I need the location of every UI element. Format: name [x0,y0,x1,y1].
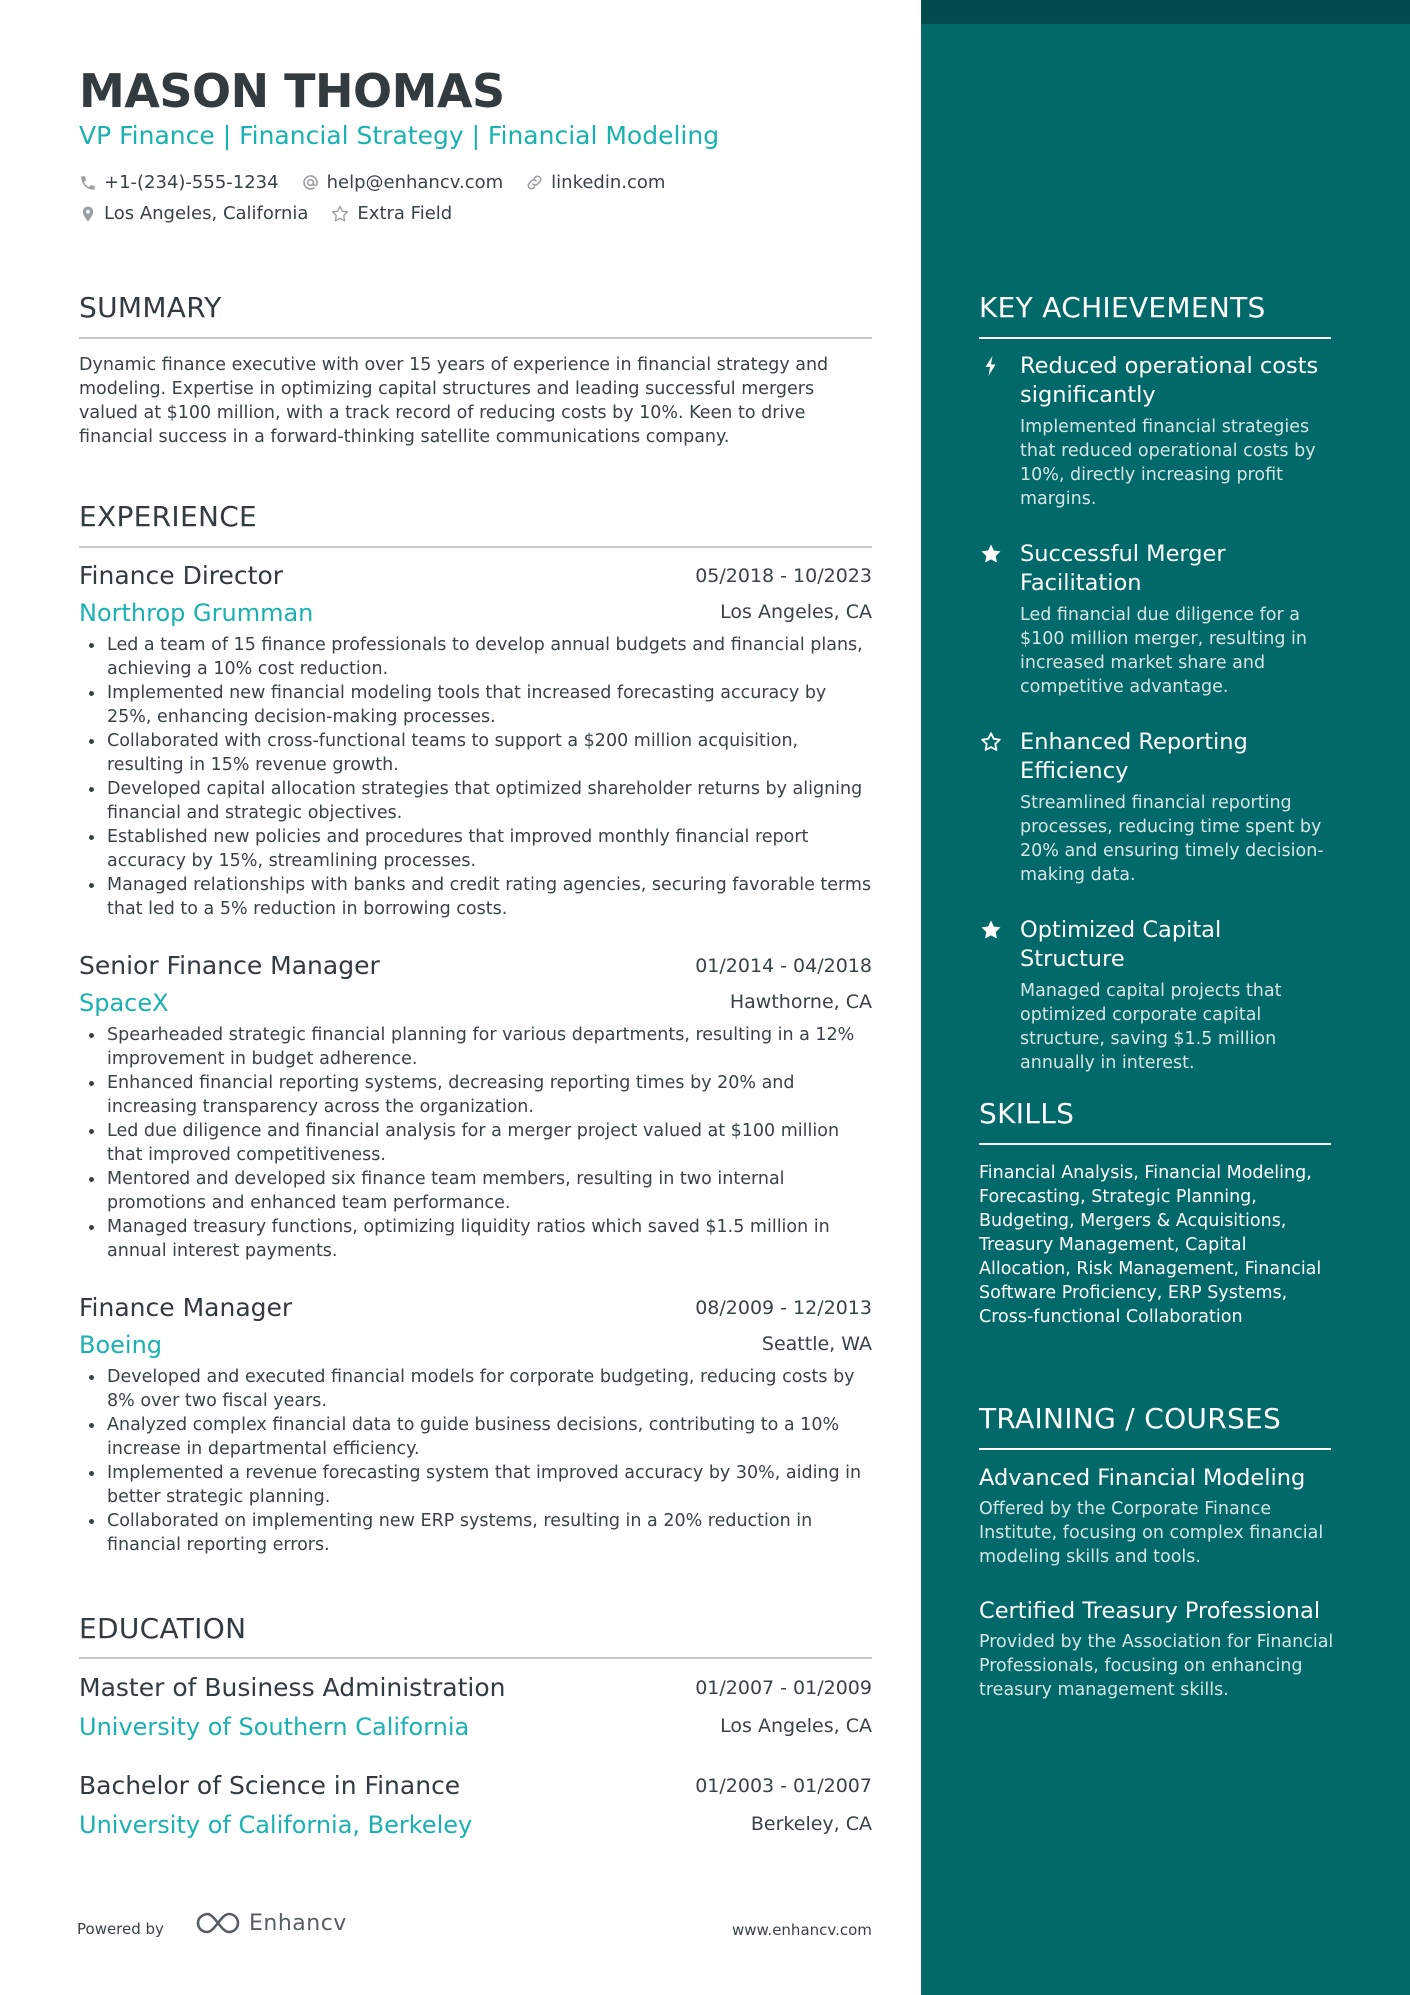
bullet-item: Implemented a revenue forecasting system that improved accuracy by 30%, aiding in better strategic planning. [79,1461,872,1509]
at-icon [301,173,320,192]
star-outline-icon [979,730,1003,754]
achievement-desc: Led financial due diligence for a $100 million merger, resulting in increased market share and competitive advantage. [1020,605,1307,697]
degree-name: Master of Business Administration [79,1673,506,1702]
email-text: help@enhancv.com [326,172,504,193]
education-entry-2 [79,1771,872,1845]
education-entry-header [79,1771,872,1811]
education-dates: 01/2007 - 01/2009 [695,1677,872,1699]
bolt-icon [979,354,1003,378]
contact-extra [330,203,452,224]
skills-heading: SKILLS [979,1097,1075,1130]
bullet-item: Analyzed complex financial data to guide business decisions, contributing to a 10% increase in departmental efficiency. [79,1413,872,1461]
course-desc: Offered by the Corporate Finance Institute, focusing on complex financial modeling skills and tools. [979,1499,1324,1567]
achievement-title: Enhanced Reporting Efficiency [1020,729,1248,784]
job-title: Senior Finance Manager [79,951,380,980]
education-heading: EDUCATION [79,1612,247,1645]
achievement-item-2 [979,540,1331,699]
job-location: Hawthorne, CA [729,991,872,1013]
sidebar [921,0,1410,1995]
education-dates: 01/2003 - 01/2007 [695,1775,872,1797]
job-bullets [79,1365,872,1557]
achievement-item-1 [979,352,1331,511]
bullet-item: Managed relationships with banks and credit rating agencies, securing favorable terms that led to a 5% reduction in borrowing costs. [79,873,872,921]
experience-entry-header [79,951,872,989]
contact-phone [79,172,279,193]
skills-text: Financial Analysis, Financial Modeling, Forecasting, Strategic Planning, Budgeting, Mergers & Acquisitions, Treasury Management, Capital Allocation, Risk Management, Financial Software Proficiency, ERP Systems, Cross-functional Collaboration [979,1163,1322,1327]
education-entry-header [79,1673,872,1713]
experience-entry-subheader [79,1331,872,1365]
experience-entry-3 [79,1293,872,1557]
link-icon [525,173,544,192]
location-pin-icon [79,204,97,224]
extra-field-text: Extra Field [357,203,453,224]
achievement-desc: Implemented financial strategies that reduced operational costs by 10%, directly increasing profit margins. [1020,417,1316,509]
job-bullets [79,633,872,921]
contact-row-1 [79,172,687,193]
achievements-heading: KEY ACHIEVEMENTS [979,291,1266,324]
achievement-item-4 [979,916,1331,1075]
achievement-desc: Managed capital projects that optimized corporate capital structure, saving $1.5 million annually in interest. [1020,981,1282,1073]
bullet-item: Developed capital allocation strategies that optimized shareholder returns by aligning financial and strategic objectives. [79,777,872,825]
education-location: Los Angeles, CA [720,1715,872,1737]
candidate-title: VP Finance | Financial Strategy | Financial Modeling [79,121,720,150]
bullet-item: Enhanced financial reporting systems, decreasing reporting times by 20% and increasing transparency across the organization. [79,1071,872,1119]
education-entry-subheader [79,1713,872,1747]
bullet-item: Implemented new financial modeling tools that increased forecasting accuracy by 25%, enhancing decision-making processes. [79,681,872,729]
job-title: Finance Director [79,561,284,590]
job-location: Los Angeles, CA [720,601,872,623]
enhancv-logo-icon [195,1910,241,1936]
experience-heading: EXPERIENCE [79,500,258,533]
experience-entry-subheader [79,599,872,633]
degree-name: Bachelor of Science in Finance [79,1771,461,1800]
contact-location [79,203,308,224]
experience-entry-1 [79,561,872,921]
skills-divider [979,1143,1331,1145]
star-filled-icon [979,542,1003,566]
phone-text: +1-(234)-555-1234 [104,172,279,193]
phone-icon [79,174,97,192]
linkedin-text: linkedin.com [551,172,666,193]
bullet-item: Established new policies and procedures that improved monthly financial report accuracy by 15%, streamlining processes. [79,825,872,873]
courses-heading: TRAINING / COURSES [979,1402,1282,1435]
course-title: Certified Treasury Professional [979,1598,1321,1624]
courses-divider [979,1448,1331,1450]
bullet-item: Developed and executed financial models for corporate budgeting, reducing costs by 8% over two fiscal years. [79,1365,872,1413]
bullet-item: Managed treasury functions, optimizing liquidity ratios which saved $1.5 million in annual interest payments. [79,1215,872,1263]
experience-entry-header [79,561,872,599]
contact-row-2 [79,203,474,224]
summary-text: Dynamic finance executive with over 15 years of experience in financial strategy and modeling. Expertise in optimizing capital structures and leading successful mergers valued at $100 million, with a track record of reducing costs by 10%. Keen to drive financial success in a forward-thinking satellite communications company. [79,355,829,447]
education-entry-subheader [79,1811,872,1845]
candidate-name: MASON THOMAS [79,64,505,118]
achievement-title: Optimized Capital Structure [1020,917,1222,972]
achievements-divider [979,337,1331,339]
footer-url[interactable]: www.enhancv.com [732,1921,872,1939]
course-item-1 [979,1464,1339,1569]
achievement-item-3 [979,728,1331,887]
course-desc: Provided by the Association for Financial Professionals, focusing on enhancing treasury management skills. [979,1632,1334,1700]
contact-linkedin[interactable] [525,172,665,193]
star-filled-icon [979,918,1003,942]
company-name: SpaceX [79,989,169,1017]
company-name: Boeing [79,1331,163,1359]
sidebar-top-bar [921,0,1410,24]
bullet-item: Collaborated on implementing new ERP systems, resulting in a 20% reduction in financial reporting errors. [79,1509,872,1557]
bullet-item: Led a team of 15 finance professionals to develop annual budgets and financial plans, achieving a 10% cost reduction. [79,633,872,681]
bullet-item: Collaborated with cross-functional teams to support a $200 million acquisition, resulting in 15% revenue growth. [79,729,872,777]
enhancv-logo-text: Enhancv [249,1910,347,1936]
school-name: University of Southern California [79,1713,470,1741]
job-dates: 01/2014 - 04/2018 [695,955,872,977]
job-title: Finance Manager [79,1293,293,1322]
school-name: University of California, Berkeley [79,1811,473,1839]
education-divider [79,1657,872,1659]
achievement-title: Reduced operational costs significantly [1020,353,1319,408]
education-location: Berkeley, CA [750,1813,872,1835]
course-item-2 [979,1597,1339,1702]
experience-entry-subheader [79,989,872,1023]
job-bullets [79,1023,872,1263]
education-entry-1 [79,1673,872,1747]
job-dates: 05/2018 - 10/2023 [695,565,872,587]
course-title: Advanced Financial Modeling [979,1465,1306,1491]
job-dates: 08/2009 - 12/2013 [695,1297,872,1319]
summary-heading: SUMMARY [79,291,222,324]
star-outline-icon [330,204,350,224]
achievement-title: Successful Merger Facilitation [1020,541,1226,596]
experience-entry-2 [79,951,872,1263]
job-location: Seattle, WA [761,1333,872,1355]
location-text: Los Angeles, California [104,203,309,224]
powered-by-label: Powered by [77,1920,164,1938]
achievement-desc: Streamlined financial reporting processes, reducing time spent by 20% and ensuring timely decision-making data. [1020,793,1324,885]
experience-divider [79,546,872,548]
summary-divider [79,337,872,339]
contact-email[interactable] [301,172,504,193]
experience-entry-header [79,1293,872,1331]
company-name: Northrop Grumman [79,599,314,627]
bullet-item: Mentored and developed six finance team members, resulting in two internal promotions and enhanced team performance. [79,1167,872,1215]
bullet-item: Spearheaded strategic financial planning for various departments, resulting in a 12% improvement in budget adherence. [79,1023,872,1071]
bullet-item: Led due diligence and financial analysis for a merger project valued at $100 million that improved competitiveness. [79,1119,872,1167]
enhancv-logo[interactable] [195,1910,347,1936]
